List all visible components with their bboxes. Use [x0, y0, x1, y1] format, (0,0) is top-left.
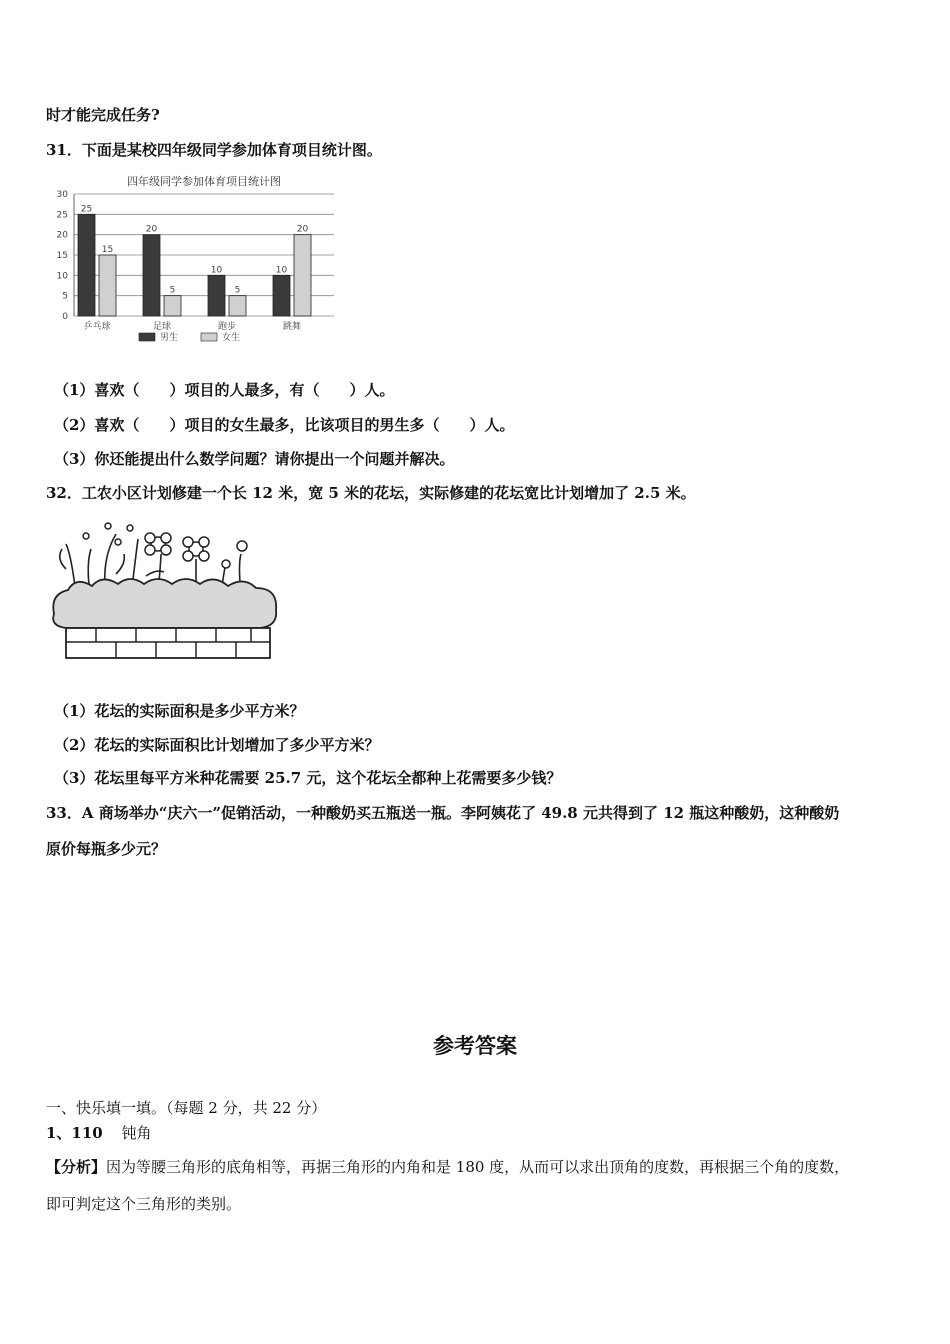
y-tick-label: 15 [56, 251, 68, 261]
legend-swatch-男生 [139, 333, 155, 341]
flower-bed-illustration [46, 514, 286, 666]
bar-value-label: 20 [296, 224, 309, 235]
analysis-line-2: 即可判定这个三角形的类别。 [46, 1195, 242, 1213]
y-tick-label: 30 [56, 190, 68, 200]
bar-女生-乒乓球 [99, 255, 116, 316]
bar-男生-跑步 [208, 275, 225, 316]
y-tick-label: 10 [56, 271, 68, 282]
bar-value-label: 25 [80, 204, 93, 215]
analysis-line-1 [46, 1156, 849, 1177]
question-33-line-1: 33．A 商场举办“庆六一”促销活动，一种酸奶买五瓶送一瓶。李阿姨花了 49.8 元共得到了 12 瓶这种酸奶，这种酸奶 [46, 804, 840, 822]
chart-title: 四年级同学参加体育项目统计图 [127, 175, 281, 188]
question-32-stem: 32．工农小区计划修建一个长 12 米，宽 5 米的花坛，实际修建的花坛宽比计划增加了 2.5 米。 [46, 484, 696, 502]
analysis-label: 【分析】 [46, 1158, 107, 1176]
y-tick-label: 25 [56, 210, 68, 221]
y-tick-label: 5 [62, 291, 68, 302]
bar-女生-足球 [164, 296, 181, 316]
answer-1 [46, 1122, 152, 1143]
bar-value-label: 5 [169, 285, 176, 296]
bar-value-label: 15 [101, 245, 114, 255]
legend-swatch-女生 [201, 333, 217, 341]
bar-女生-跑步 [229, 296, 246, 316]
answer-1-number: 1、110 [46, 1124, 103, 1142]
answers-title: 参考答案 [433, 1033, 517, 1058]
bar-男生-足球 [143, 235, 160, 316]
bar-value-label: 10 [210, 265, 223, 276]
question-31-stem: 31．下面是某校四年级同学参加体育项目统计图。 [46, 141, 382, 159]
y-tick-label: 20 [56, 230, 68, 241]
y-tick-label: 0 [62, 312, 68, 322]
q31-part-2: （2）喜欢（ ）项目的女生最多，比该项目的男生多（ ）人。 [54, 416, 515, 434]
legend-label: 女生 [222, 333, 241, 343]
bar-value-label: 5 [234, 285, 241, 296]
legend-label: 男生 [160, 333, 179, 343]
bar-女生-跳舞 [294, 235, 311, 316]
q31-part-3: （3）你还能提出什么数学问题？请你提出一个问题并解决。 [54, 450, 455, 468]
analysis-text-1: 因为等腰三角形的底角相等，再据三角形的内角和是 180 度，从而可以求出顶角的度数，再根据三个角的度数， [106, 1158, 850, 1176]
x-tick-label: 乒乓球 [83, 322, 111, 332]
bar-value-label: 20 [145, 224, 158, 235]
answer-1-value: 钝角 [121, 1124, 152, 1142]
q32-part-1: （1）花坛的实际面积是多少平方米？ [54, 702, 305, 720]
question-33-line-2: 原价每瓶多少元？ [46, 840, 167, 858]
bar-value-label: 10 [275, 265, 288, 276]
q32-part-2: （2）花坛的实际面积比计划增加了多少平方米？ [54, 736, 380, 754]
x-tick-label: 跳舞 [282, 322, 302, 332]
x-tick-label: 跑步 [217, 322, 237, 332]
bar-男生-跳舞 [273, 275, 290, 316]
q32-part-3: （3）花坛里每平方米种花需要 25.7 元，这个花坛全都种上花需要多少钱？ [54, 769, 562, 787]
bar-男生-乒乓球 [78, 214, 95, 316]
question-30-tail: 时才能完成任务? [46, 106, 160, 124]
sports-bar-chart [44, 170, 344, 355]
answers-section-1: 一、快乐填一填。（每题 2 分，共 22 分） [46, 1099, 327, 1117]
x-tick-label: 足球 [152, 322, 172, 332]
q31-part-1: （1）喜欢（ ）项目的人最多，有（ ）人。 [54, 381, 395, 399]
